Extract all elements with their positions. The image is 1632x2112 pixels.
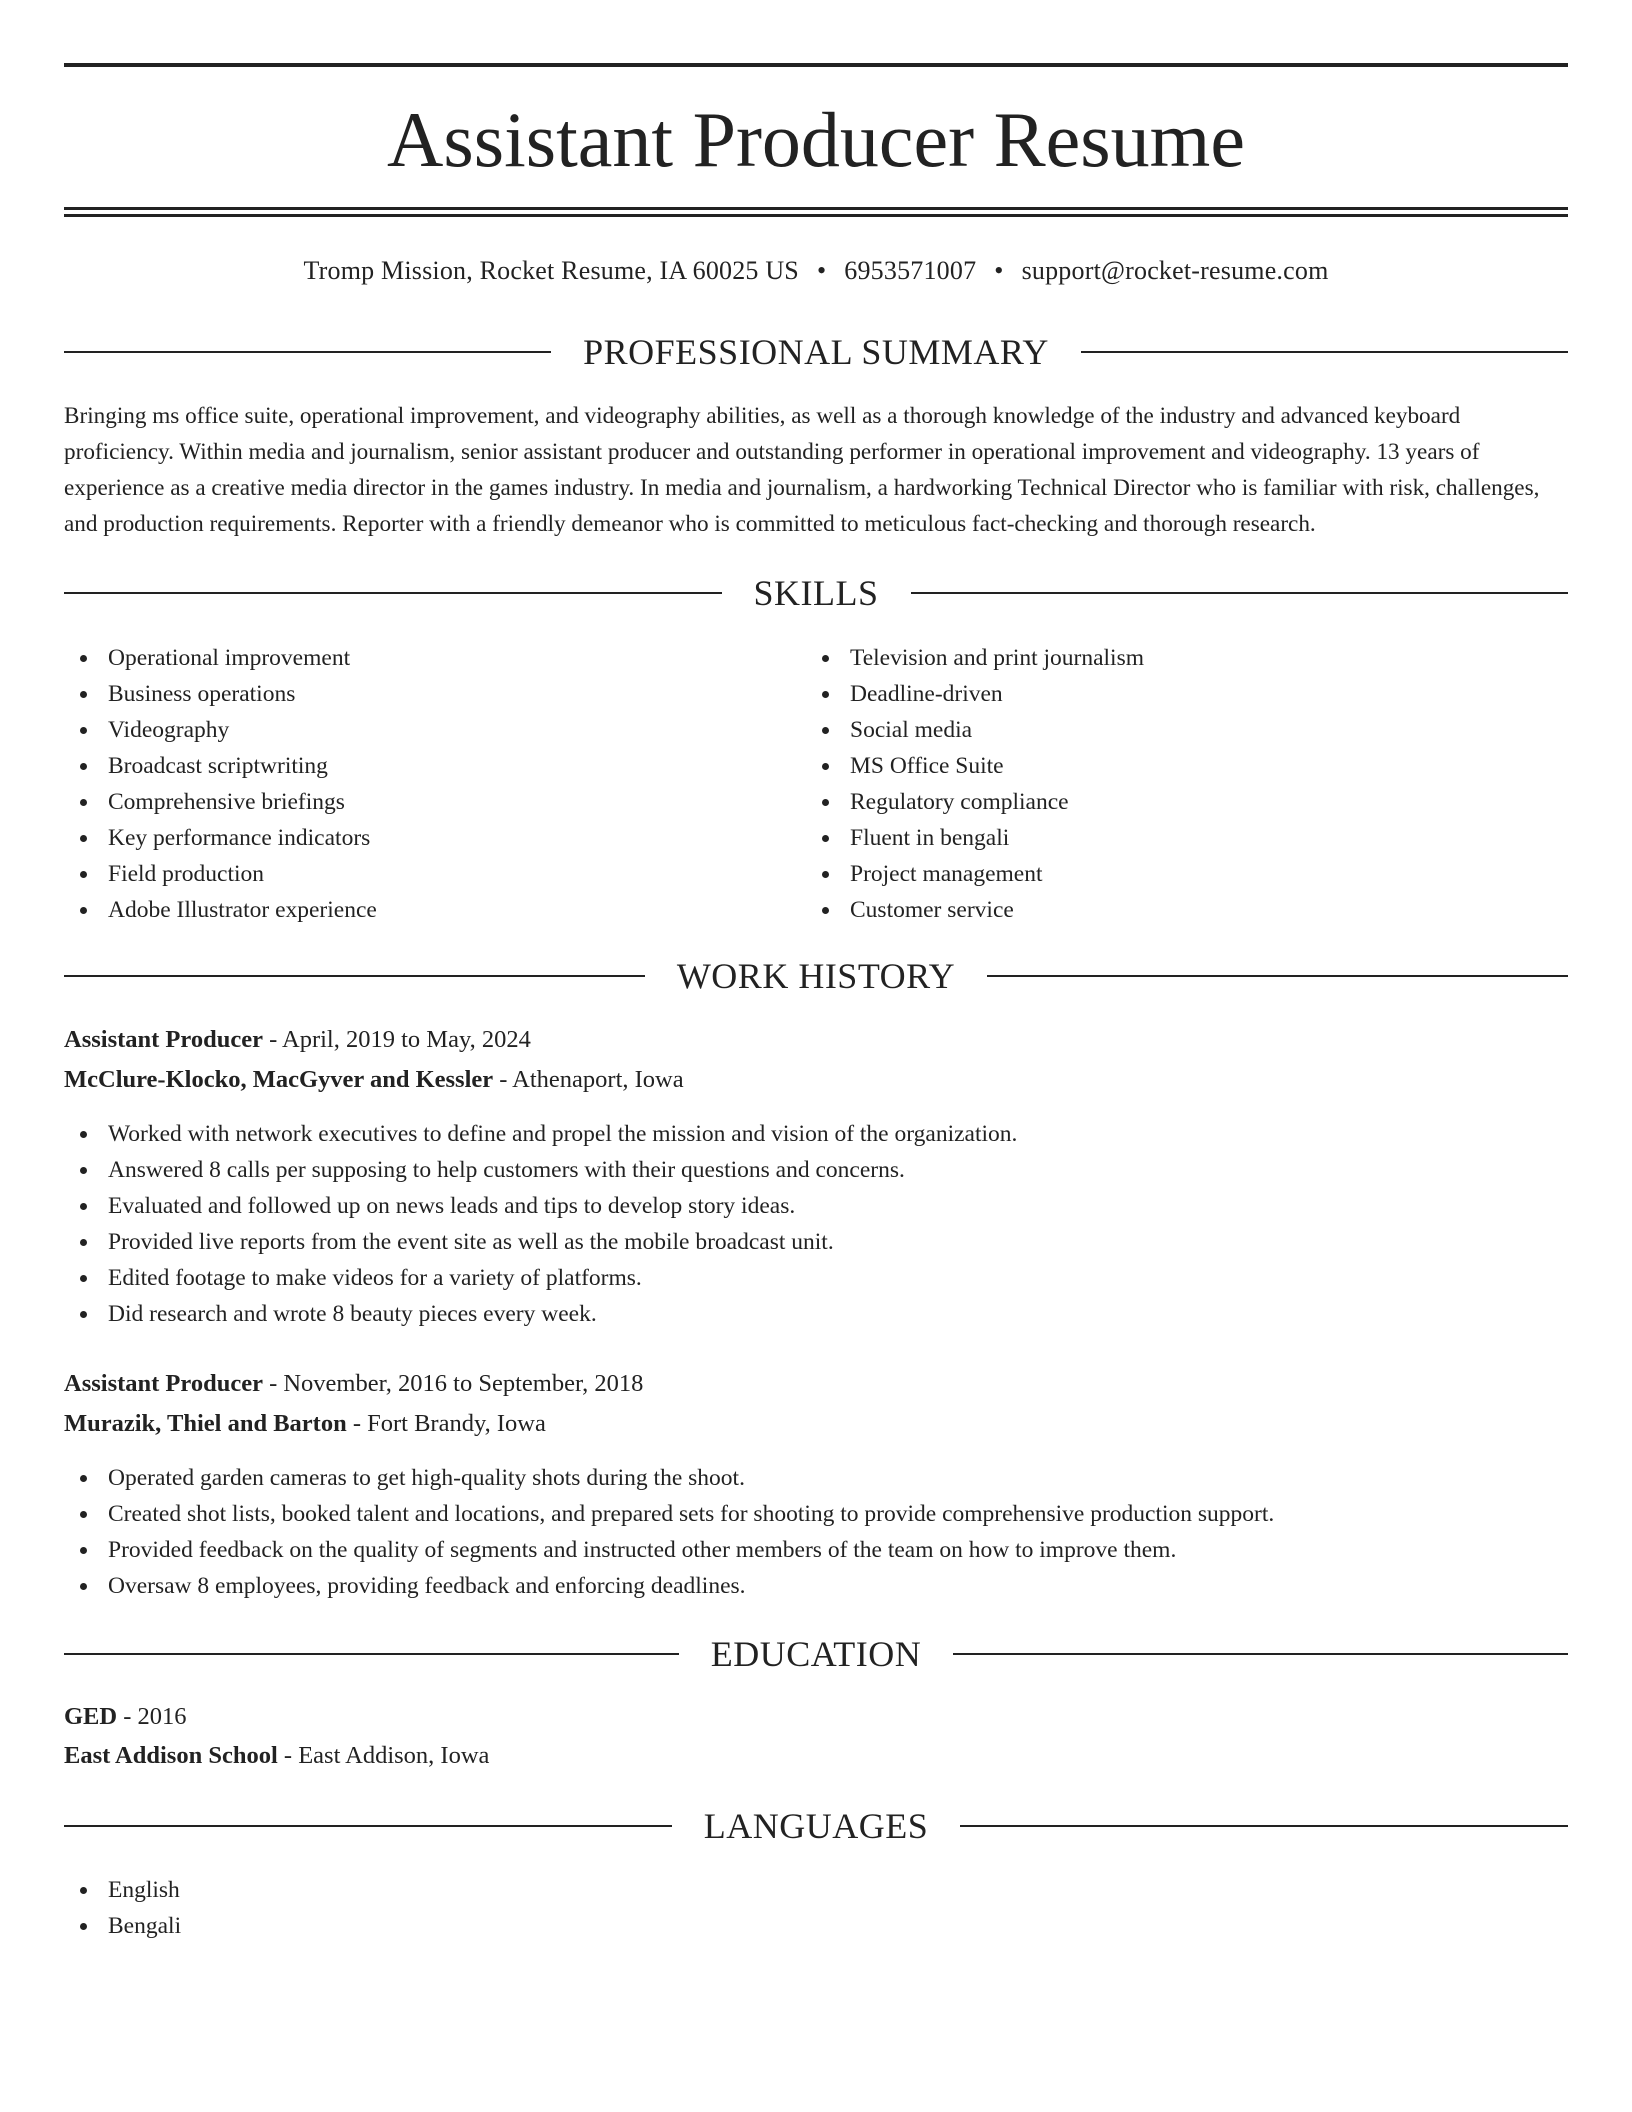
bullet-icon	[80, 727, 87, 734]
bullet-icon	[80, 1475, 87, 1482]
bullet-icon	[822, 907, 829, 914]
section-header-summary	[64, 330, 1568, 374]
bullet-icon	[80, 1923, 87, 1930]
language-item: Bengali	[64, 1908, 804, 1944]
education-school-line	[64, 1739, 489, 1773]
bullet-icon	[80, 655, 87, 662]
divider	[64, 1653, 679, 1655]
divider	[64, 351, 551, 353]
bullet-icon	[80, 1275, 87, 1282]
job-duty: Operated garden cameras to get high-quality shots during the shoot.	[64, 1460, 1568, 1496]
skill-item: Videography	[64, 712, 804, 748]
job-duty: Evaluated and followed up on news leads and tips to develop story ideas.	[64, 1188, 1568, 1224]
job-duty: Answered 8 calls per supposing to help customers with their questions and concerns.	[64, 1152, 1568, 1188]
job-location: - Fort Brandy, Iowa	[346, 1410, 546, 1437]
bullet-icon	[80, 799, 87, 806]
section-header-work	[64, 954, 1568, 998]
skill-item: Comprehensive briefings	[64, 784, 804, 820]
skill-item: Social media	[806, 712, 1546, 748]
job-title: Assistant Producer	[64, 1370, 263, 1397]
bullet-icon	[80, 1203, 87, 1210]
section-title-education: EDUCATION	[710, 1634, 922, 1674]
contact-line	[64, 254, 1568, 288]
language-item: English	[64, 1872, 804, 1908]
job-duty: Created shot lists, booked talent and locations, and prepared sets for shooting to provide comprehensive production support.	[64, 1496, 1568, 1532]
contact-separator: •	[816, 256, 827, 285]
job-company: McClure-Klocko, MacGyver and Kessler	[64, 1066, 494, 1093]
education-degree: GED	[64, 1703, 118, 1730]
job-duties-list	[64, 1116, 1568, 1332]
job-company-line	[64, 1063, 684, 1097]
bullet-icon	[822, 727, 829, 734]
bullet-icon	[822, 799, 829, 806]
header-rule-1	[64, 207, 1568, 210]
bullet-icon	[80, 1167, 87, 1174]
job-location: - Athenaport, Iowa	[493, 1066, 684, 1093]
skill-item: Deadline-driven	[806, 676, 1546, 712]
skill-item: Television and print journalism	[806, 640, 1546, 676]
bullet-icon	[80, 1547, 87, 1554]
section-title-work: WORK HISTORY	[676, 956, 956, 996]
bullet-icon	[80, 691, 87, 698]
bullet-icon	[80, 1583, 87, 1590]
skill-item: Key performance indicators	[64, 820, 804, 856]
job-title-line	[64, 1367, 643, 1401]
skill-item: Business operations	[64, 676, 804, 712]
job-duty: Edited footage to make videos for a variety of platforms.	[64, 1260, 1568, 1296]
bullet-icon	[80, 907, 87, 914]
skills-list-right	[806, 640, 1546, 928]
divider	[960, 1825, 1568, 1827]
bullet-icon	[822, 655, 829, 662]
section-header-skills	[64, 571, 1568, 615]
education-degree-line	[64, 1700, 187, 1734]
contact-email: support@rocket-resume.com	[1021, 256, 1329, 285]
education-location: - East Addison, Iowa	[277, 1742, 490, 1769]
job-duty: Did research and wrote 8 beauty pieces every week.	[64, 1296, 1568, 1332]
divider	[1081, 351, 1568, 353]
skill-item: Adobe Illustrator experience	[64, 892, 804, 928]
job-title: Assistant Producer	[64, 1026, 263, 1053]
divider	[64, 1825, 672, 1827]
section-header-education	[64, 1632, 1568, 1676]
bullet-icon	[80, 1511, 87, 1518]
job-duty: Provided live reports from the event site as well as the mobile broadcast unit.	[64, 1224, 1568, 1260]
skill-item: Operational improvement	[64, 640, 804, 676]
bullet-icon	[80, 871, 87, 878]
divider	[64, 592, 722, 594]
skill-item: Customer service	[806, 892, 1546, 928]
bullet-icon	[822, 763, 829, 770]
bullet-icon	[822, 871, 829, 878]
section-title-skills: SKILLS	[753, 573, 879, 613]
contact-separator: •	[994, 256, 1004, 285]
skills-list-left	[64, 640, 804, 928]
bullet-icon	[822, 691, 829, 698]
page-title: Assistant Producer Resume	[387, 96, 1245, 183]
skill-item: Project management	[806, 856, 1546, 892]
education-school: East Addison School	[64, 1742, 278, 1769]
education-year: - 2016	[117, 1703, 187, 1730]
skill-item: Fluent in bengali	[806, 820, 1546, 856]
divider	[911, 592, 1569, 594]
bullet-icon	[80, 1311, 87, 1318]
job-duty: Provided feedback on the quality of segments and instructed other members of the team on how to improve them.	[64, 1532, 1568, 1568]
skill-item: Field production	[64, 856, 804, 892]
job-company-line	[64, 1407, 546, 1441]
bullet-icon	[80, 763, 87, 770]
contact-address: Tromp Mission, Rocket Resume, IA 60025 US	[303, 256, 799, 285]
languages-list	[64, 1872, 804, 1944]
bullet-icon	[80, 835, 87, 842]
section-title-languages: LANGUAGES	[703, 1806, 929, 1846]
divider	[953, 1653, 1568, 1655]
section-title-summary: PROFESSIONAL SUMMARY	[583, 332, 1049, 372]
skill-item: Regulatory compliance	[806, 784, 1546, 820]
bullet-icon	[80, 1131, 87, 1138]
bullet-icon	[822, 835, 829, 842]
job-company: Murazik, Thiel and Barton	[64, 1410, 347, 1437]
job-duty: Worked with network executives to define and propel the mission and vision of the organization.	[64, 1116, 1568, 1152]
bullet-icon	[80, 1239, 87, 1246]
job-duties-list	[64, 1460, 1568, 1604]
header-rule-2	[64, 214, 1568, 217]
job-duty: Oversaw 8 employees, providing feedback and enforcing deadlines.	[64, 1568, 1568, 1604]
divider	[987, 975, 1568, 977]
skill-item: Broadcast scriptwriting	[64, 748, 804, 784]
bullet-icon	[80, 1887, 87, 1894]
section-header-languages	[64, 1804, 1568, 1848]
header-top-rule	[64, 63, 1568, 67]
job-dates: - November, 2016 to September, 2018	[262, 1370, 644, 1397]
divider	[64, 975, 645, 977]
job-dates: - April, 2019 to May, 2024	[262, 1026, 531, 1053]
contact-phone: 6953571007	[844, 256, 977, 285]
skill-item: MS Office Suite	[806, 748, 1546, 784]
summary-text: Bringing ms office suite, operational improvement, and videography abilities, as well as a thorough knowledge of the industry and advanced keyboard proficiency. Within media and journalism, senior assistant producer and outstanding performer in operational improvement and videography. 13 years of experience as a creative media director in the games industry. In media and journalism, a hardworking Technical Director who is familiar with risk, challenges, and production requirements. Reporter with a friendly demeanor who is committed to meticulous fact-checking and thorough research.	[64, 403, 1540, 537]
job-title-line	[64, 1023, 531, 1057]
